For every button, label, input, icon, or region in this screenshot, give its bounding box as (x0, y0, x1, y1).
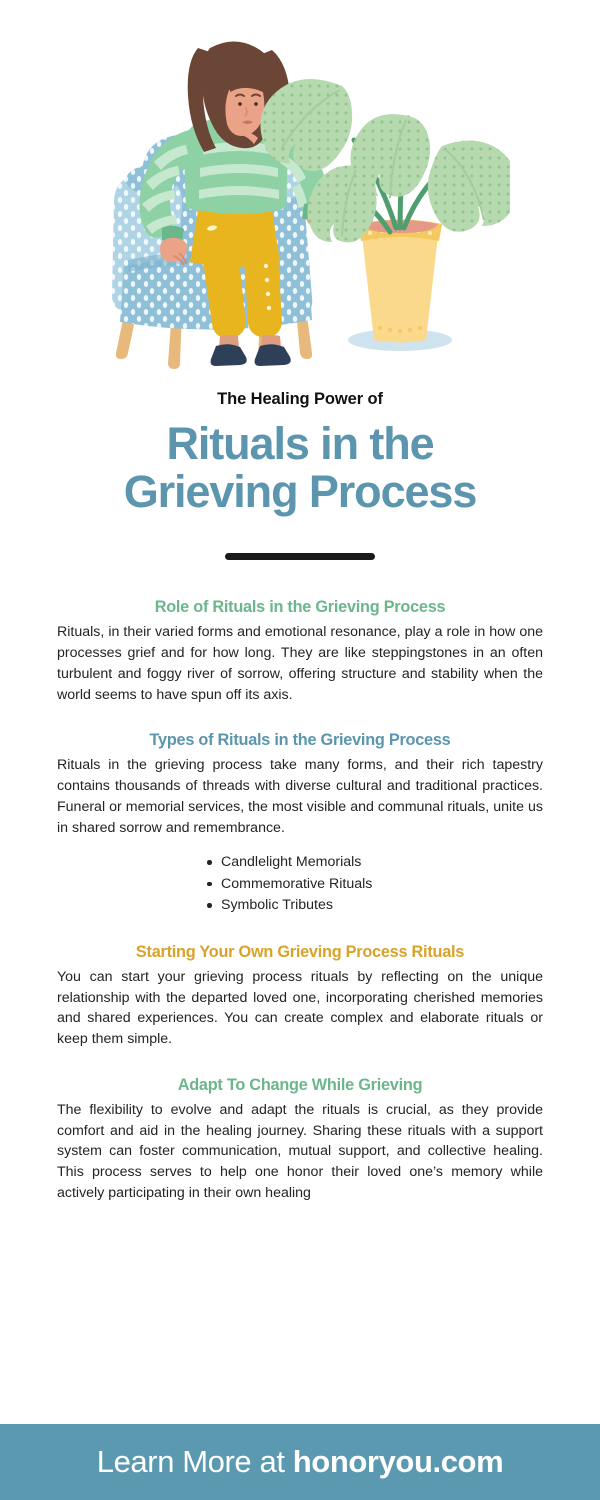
list-item: Commemorative Rituals (207, 874, 543, 896)
divider-wrap (30, 553, 570, 560)
section-body: Rituals, in their varied forms and emotional resonance, play a role in how one processes grief and for how long. They are like steppingstones in an often turbulent and foggy river of sorrow, offering structure and stability when the world seems to have spun off its axis. (57, 624, 543, 703)
page-title-line-1: Rituals in the (166, 418, 434, 469)
eyebrow-text: The Healing Power of (217, 390, 383, 408)
section-body: The flexibility to evolve and adapt the rituals is crucial, as they provide comfort and aid in the healing journey. Sharing these rituals with a support system can foster communication, mutual support, and collective healing. This process serves to help one honor their loved one’s memory while actively participating in their own healing (57, 1101, 543, 1201)
ritual-types-list (57, 852, 543, 917)
footer-banner (0, 1424, 600, 1500)
section-adapt-to-change (57, 1076, 543, 1204)
plant-pot (362, 232, 438, 342)
footer-domain[interactable]: honoryou.com (292, 1444, 504, 1479)
section-heading: Types of Rituals in the Grieving Process (149, 731, 451, 750)
content-sections (0, 598, 600, 1203)
monstera-leaf (428, 140, 510, 231)
person-shoes (211, 335, 291, 366)
section-starting-your-own (57, 943, 543, 1050)
footer-prefix: Learn More at (96, 1444, 293, 1479)
page-title-line-2: Grieving Process (123, 465, 477, 517)
section-heading: Starting Your Own Grieving Process Rituals (135, 942, 465, 961)
list-item: Symbolic Tributes (207, 895, 543, 917)
footer-cta[interactable] (97, 1444, 504, 1480)
section-body: You can start your grieving process rituals by reflecting on the unique relationship with the departed loved one, incorporating cherished memories and shared experiences. You can create complex and elaborate rituals or keep them simple. (57, 968, 543, 1048)
section-body: Rituals in the grieving process take many forms, and their rich tapestry contains thousands of threads with diverse cultural and traditional practices. Funeral or memorial services, the most visible and communal rituals, unite us in shared sorrow and remembrance. (57, 757, 543, 836)
section-heading: Role of Rituals in the Grieving Process (154, 598, 446, 617)
title-block (0, 390, 600, 560)
woman-in-armchair-with-plant-illustration (90, 28, 510, 373)
hero-illustration (0, 0, 600, 390)
section-heading: Adapt To Change While Grieving (177, 1075, 423, 1094)
section-types-of-rituals (57, 731, 543, 917)
page-title (30, 420, 570, 515)
title-divider (225, 553, 375, 560)
list-item: Candlelight Memorials (207, 852, 543, 874)
section-role-of-rituals (57, 598, 543, 705)
